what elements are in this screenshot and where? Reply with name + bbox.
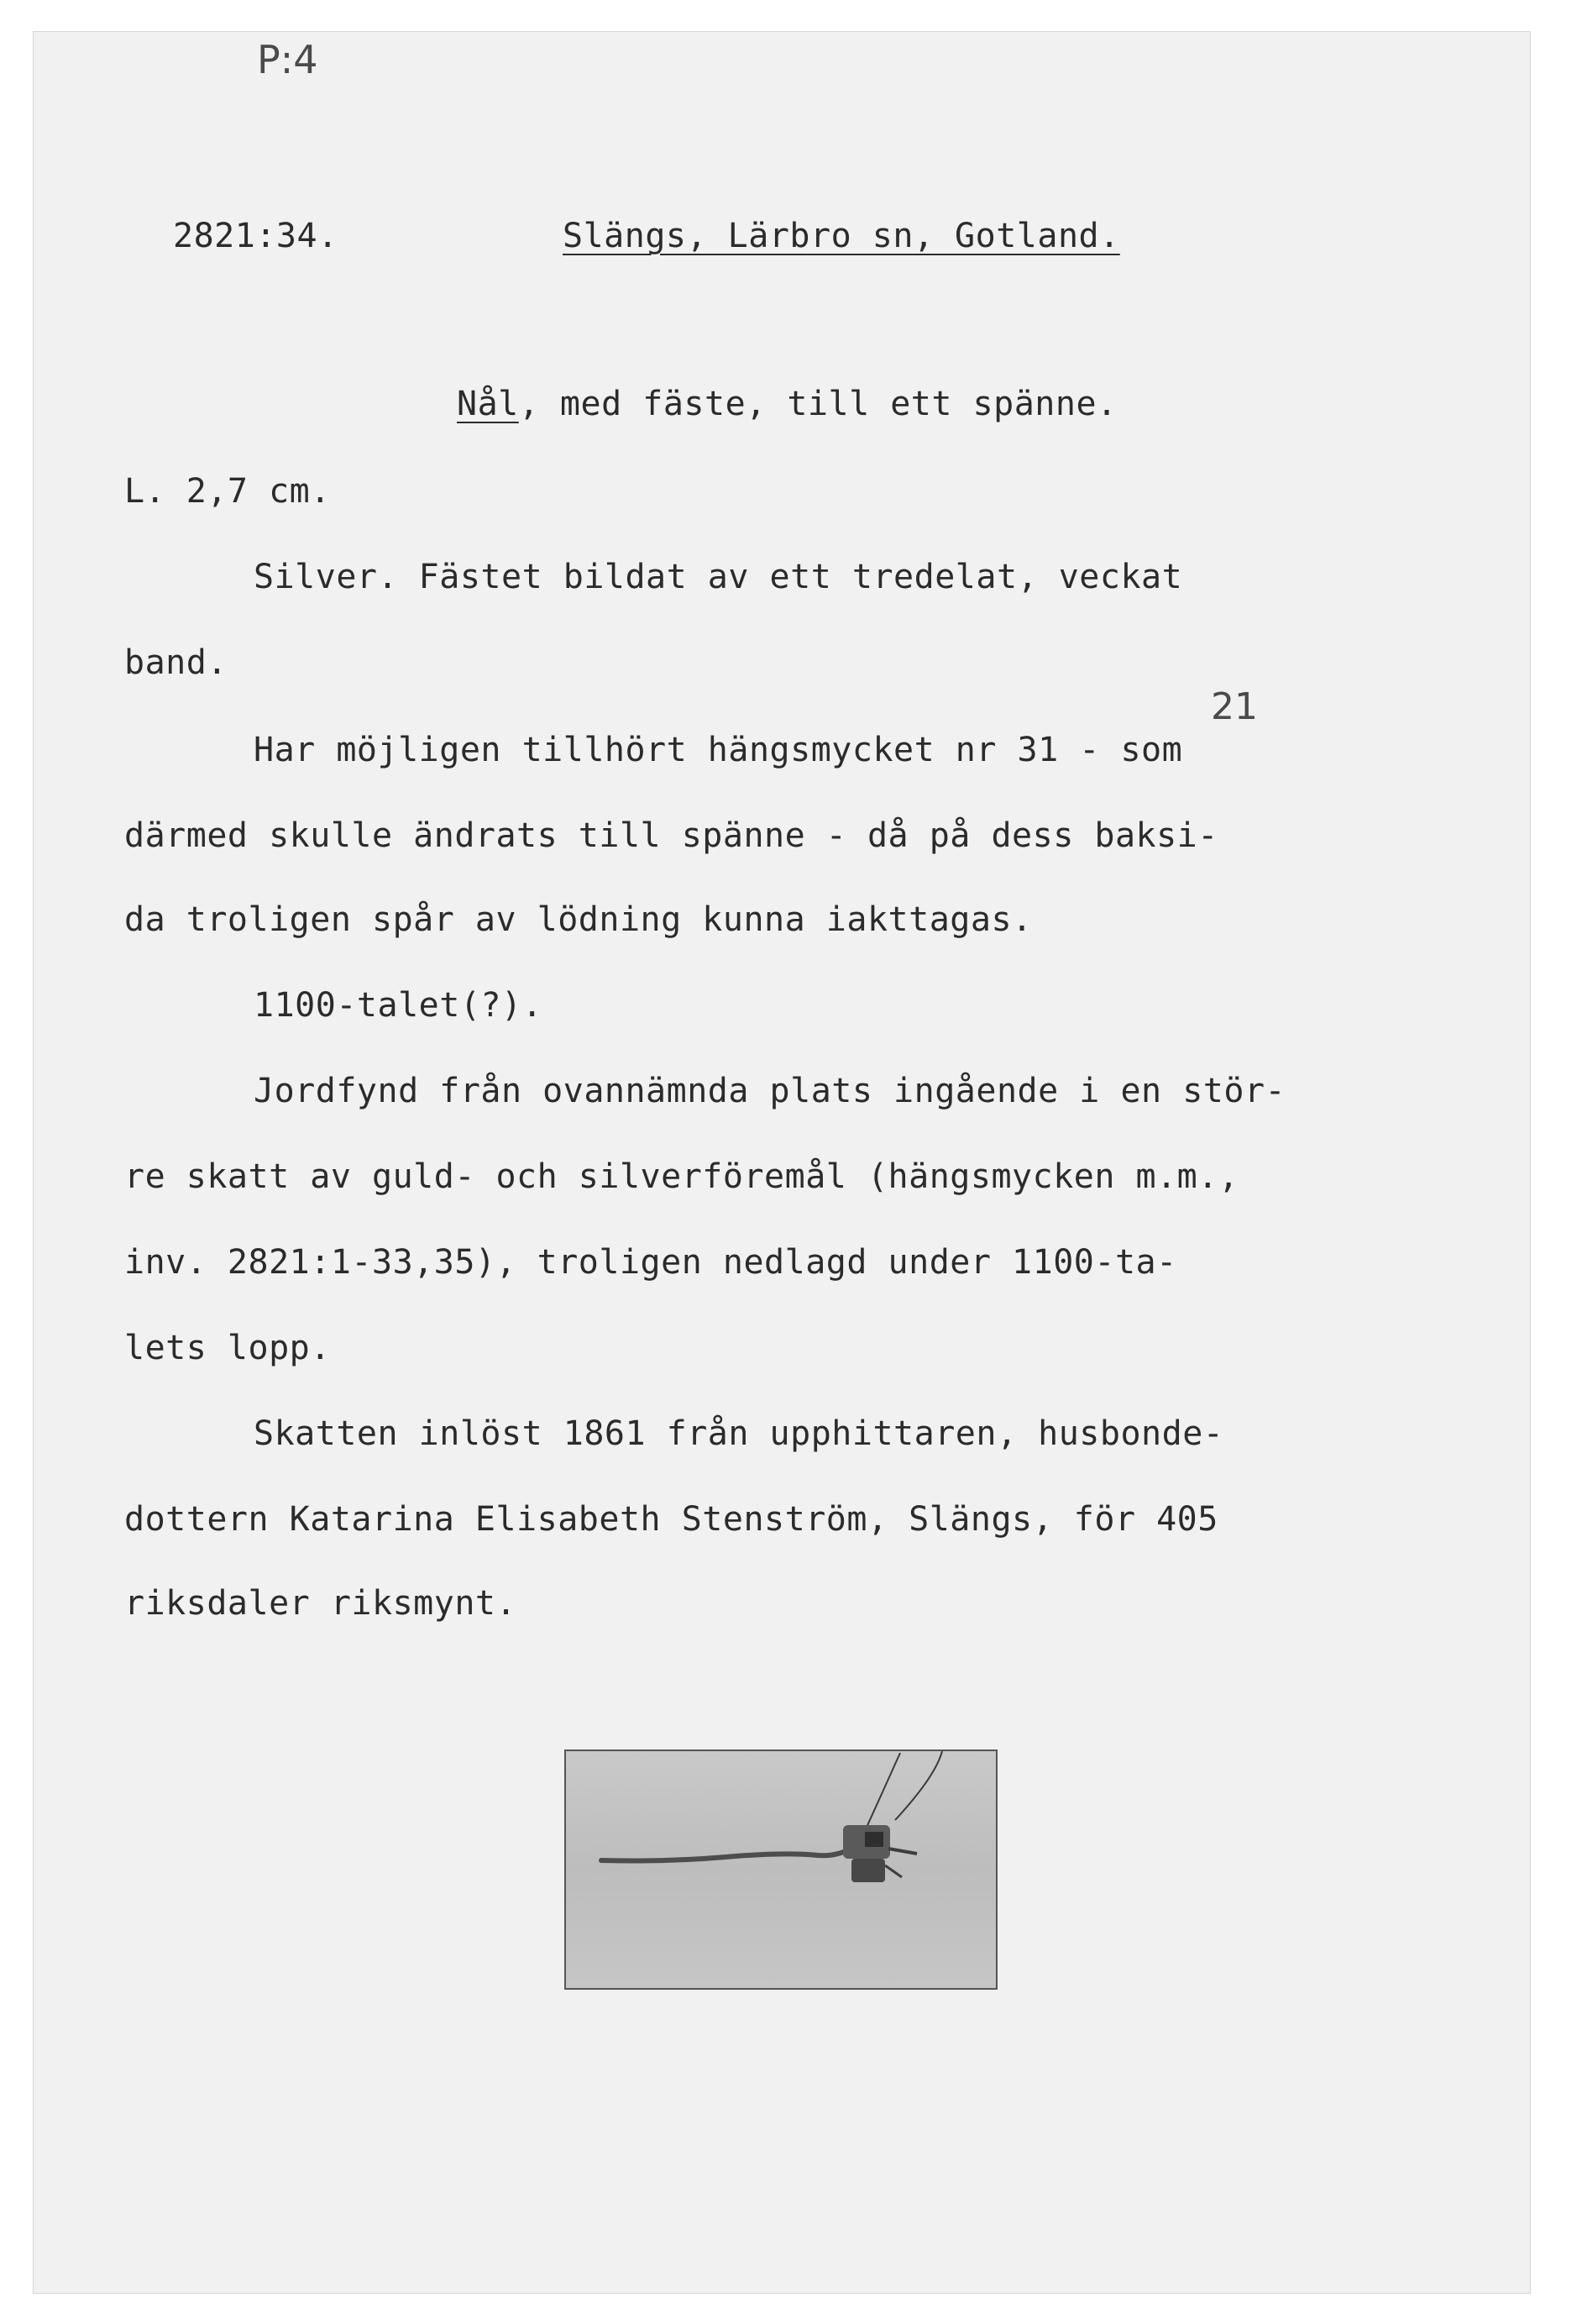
attribution-line-2: därmed skulle ändrats till spänne - då på dess baksi- [124, 816, 1218, 855]
object-description: , med fäste, till ett spänne. [518, 385, 1118, 423]
handwritten-page-note: P:4 [257, 37, 318, 82]
find-context-line-4: lets lopp. [124, 1329, 331, 1367]
find-location: Slängs, Lärbro sn, Gotland. [563, 217, 1120, 255]
attribution-line-1: Har möjligen tillhört hängsmycket nr 31 - som [254, 731, 1183, 769]
find-context-line-1: Jordfynd från ovannämnda plats ingående i en stör- [254, 1072, 1286, 1110]
acquisition-line-3: riksdaler riksmynt. [124, 1584, 517, 1623]
dating-line: 1100-talet(?). [254, 986, 543, 1025]
object-title [457, 385, 1118, 423]
inventory-number: 2821:34. [173, 217, 338, 255]
attribution-line-3: da troligen spår av lödning kunna iakttagas. [124, 900, 1033, 939]
acquisition-line-1: Skatten inlöst 1861 från upphittaren, husbonde- [254, 1414, 1224, 1453]
length-line: L. 2,7 cm. [124, 472, 331, 511]
acquisition-line-2: dottern Katarina Elisabeth Stenström, Slängs, för 405 [124, 1500, 1218, 1539]
material-line: Silver. Fästet bildat av ett tredelat, veckat [254, 558, 1183, 596]
object-photograph [566, 1751, 996, 1988]
find-context-line-2: re skatt av guld- och silverföremål (hängsmycken m.m., [124, 1157, 1239, 1196]
object-name: Nål [457, 385, 519, 423]
handwritten-correction: 21 [1211, 685, 1258, 728]
pin-illustration [566, 1751, 996, 1988]
material-line-end: band. [124, 643, 228, 682]
find-context-line-3: inv. 2821:1-33,35), troligen nedlagd under 1100-ta- [124, 1243, 1177, 1282]
